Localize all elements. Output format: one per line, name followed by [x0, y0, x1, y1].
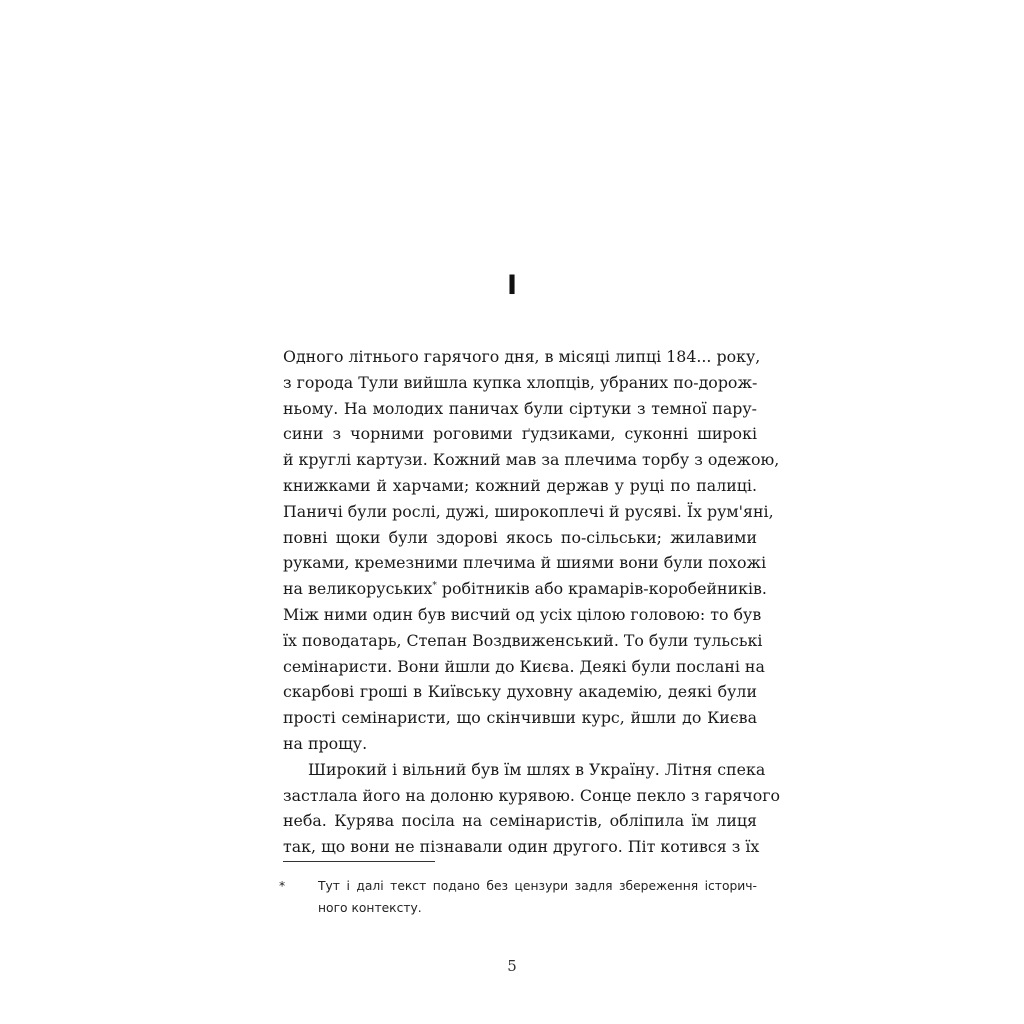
footnote-marker: *: [279, 879, 286, 893]
text-line: прості семінаристи, що скінчивши курс, йшли до Києва: [283, 708, 757, 728]
text-line: на прощу.: [283, 733, 368, 753]
footnote-reference[interactable]: *: [432, 581, 437, 592]
text-line: застлала його на долоню курявою. Сонце пекло з гарячого: [283, 785, 781, 805]
text-line-with-footnote: [283, 576, 767, 602]
chapter-title: I: [506, 270, 518, 301]
text-line: Паничі були рослі, дужі, широкоплечі й русяві. Їх рум'яні,: [283, 501, 774, 521]
text-line: їх поводатарь, Степан Воздвиженський. То були тульські: [283, 630, 763, 650]
text-line: Між ними один був висчий од усіх цілою головою: то був: [283, 604, 762, 624]
page-number: 5: [507, 957, 517, 975]
footnote-separator: [283, 861, 435, 862]
text-line: семінаристи. Вони йшли до Києва. Деякі були послані на: [283, 656, 765, 676]
footnote-line: ного контексту.: [318, 901, 422, 915]
footnote-text: [318, 875, 757, 919]
text-line: Одного літнього гарячого дня, в місяці липці 184... року,: [283, 347, 761, 366]
text-line: книжками й харчами; кожний держав у руці по палиці.: [283, 475, 757, 495]
text-line: з города Тули вийшла купка хлопців, убраних по-дорож-: [283, 372, 758, 392]
text-line: й круглі картузи. Кожний мав за плечима торбу з одежою,: [283, 450, 780, 470]
text-fragment: на великоруських: [283, 579, 433, 599]
text-line: скарбові гроші в Київську духовну академію, деякі були: [283, 682, 757, 702]
text-line: ньому. На молодих паничах були сіртуки з темної пару-: [283, 398, 757, 418]
text-line: повні щоки були здорові якось по-сільськи; жилавими: [283, 527, 757, 547]
text-line: так, що вони не пізнавали один другого. Піт котився з їх: [283, 837, 760, 857]
text-line: неба. Курява посіла на семінаристів, обліпила їм лиця: [283, 811, 757, 831]
footnote-line: Тут і далі текст подано без цензури задля збереження історич-: [318, 879, 757, 893]
text-fragment: робітників або крамарів-коробейників.: [441, 579, 767, 599]
text-line: сини з чорними роговими ґудзиками, суконні широкі: [283, 424, 757, 444]
footnote: [279, 875, 757, 919]
text-line: Широкий і вільний був їм шлях в Україну. Літня спека: [308, 759, 766, 779]
text-line: руками, кремезними плечима й шиями вони були похожі: [283, 553, 767, 573]
body-text: [283, 344, 781, 860]
